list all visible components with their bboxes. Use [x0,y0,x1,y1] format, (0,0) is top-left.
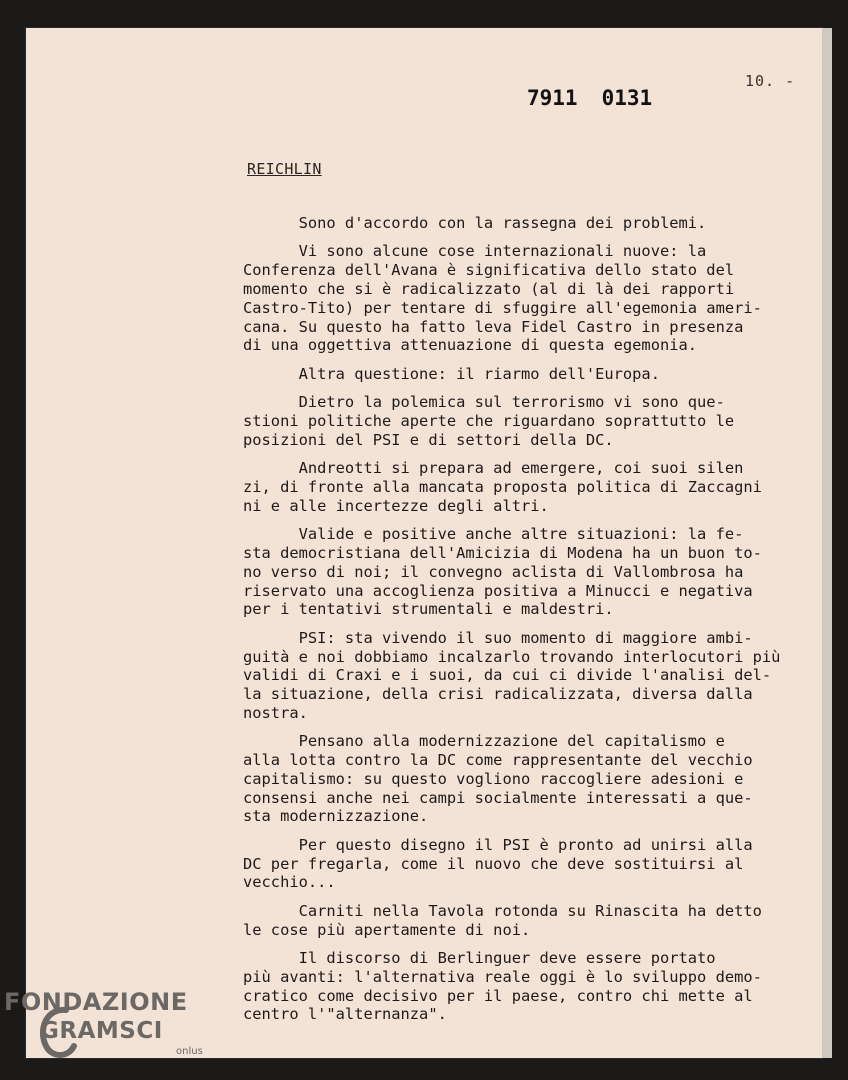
page-number: 10. - [745,72,796,90]
watermark-line: GRAMSCI [40,1018,163,1044]
paragraph: Carniti nella Tavola rotonda su Rinascita ha detto le cose più apertamente di noi. [243,901,762,939]
paragraph: Valide e positive anche altre situazioni: la fe- sta democristiana dell'Amicizia di Modena ha un buon to- no verso di noi; il convegno aclista di Vallombrosa ha riservato una accoglienza positiva a Minucci e negativa per i tentativi strumentali e maldestri. [243,525,762,619]
watermark-line: FONDAZIONE [4,988,188,1016]
watermark-line: onlus [176,1046,203,1057]
archive-number-part: 7911 [527,86,578,110]
speaker-heading: REICHLIN [247,160,322,178]
paragraph: PSI: sta vivendo il suo momento di maggiore ambi- guità e noi dobbiamo incalzarlo trovando interlocutori più validi di Craxi e i suoi, da cui ci divide l'analisi del- la situazione, della crisi radicalizzata, diversa dalla nostra. [243,628,781,722]
paragraph: Altra questione: il riarmo dell'Europa. [243,364,660,383]
fondazione-gramsci-watermark [4,988,214,1078]
paragraph: Per questo disegno il PSI è pronto ad unirsi alla DC per fregarla, come il nuovo che deve sostituirsi al vecchio... [243,835,753,892]
paragraph: Dietro la polemica sul terrorismo vi sono que- stioni politiche aperte che riguardano soprattutto le posizioni del PSI e di settori della DC. [243,393,735,449]
paragraph: Andreotti si prepara ad emergere, coi suoi silen zi, di fronte alla mancata proposta politica di Zaccagni ni e alle incertezze degli altri. [243,459,762,515]
archive-number [527,86,652,110]
paragraph: Il discorso di Berlinguer deve essere portato più avanti: l'alternativa reale oggi è lo sviluppo demo- cratico come decisivo per il paese, contro chi mette al centro l'"alternanza". [243,949,762,1024]
paragraph: Sono d'accordo con la rassegna dei problemi. [243,214,707,232]
page-edge [822,28,832,1058]
document-body [243,214,803,1034]
paragraph: Pensano alla modernizzazione del capitalismo e alla lotta contro la DC come rappresentante del vecchio capitalismo: su questo vogliono raccogliere adesioni e consensi anche nei campi socialmente interessati a que- sta modernizzazione. [243,732,753,826]
archive-number-part: 0131 [601,86,653,110]
paragraph: Vi sono alcune cose internazionali nuove: la Conferenza dell'Avana è significativa dello stato del momento che si è radicalizzato (al di là dei rapporti Castro-Tito) per tentare di sfuggire all'egemonia ameri- cana. Su questo ha fatto leva Fidel Castro in presenza di una oggettiva attenuazione di questa egemonia. [243,242,762,355]
